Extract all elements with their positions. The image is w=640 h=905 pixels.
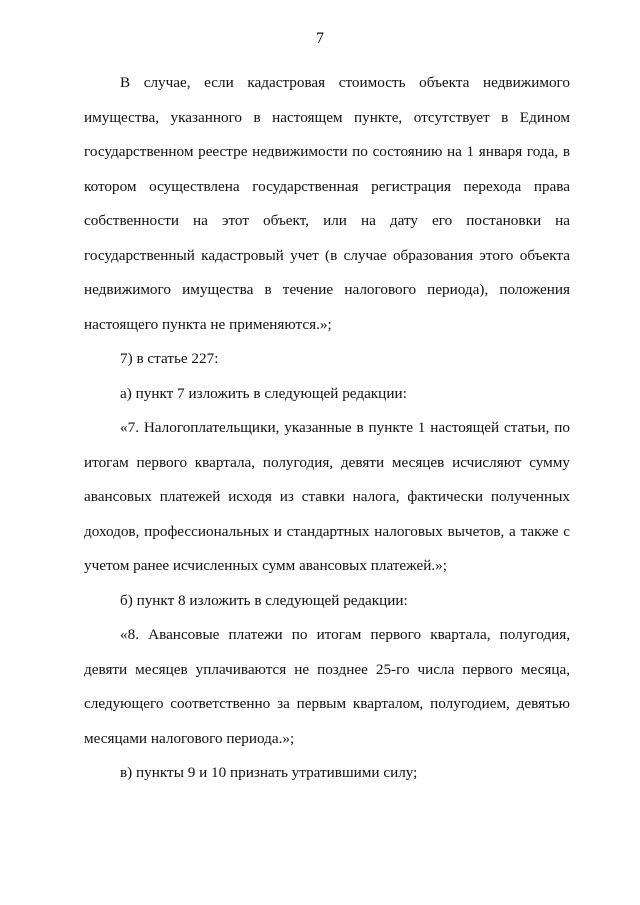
page-number: 7 <box>316 30 324 47</box>
paragraph-point-7: «7. Налогоплательщики, указанные в пункте 1 настоящей статьи, по итогам первого квартала, полугодия, девяти месяцев исчисляют сумму авансовых платежей исходя из ставки налога, фактически полученных доходов, профессиональных и стандартных налоговых вычетов, а также с учетом ранее исчисленных сумм авансовых платежей.»; <box>84 419 570 574</box>
paragraph-cadastral-clause: В случае, если кадастровая стоимость объекта недвижимого имущества, указанного в настоящем пункте, отсутствует в Едином государственном реестре недвижимости по состоянию на 1 января года, в котором осуществлена государственная регистрация перехода права собственности на этот объект, или на дату его постановки на государственный кадастровый учет (в случае образования этого объекта недвижимого имущества в течение налогового периода), положения настоящего пункта не применяются.»; <box>84 74 570 333</box>
paragraph-point-8: «8. Авансовые платежи по итогам первого квартала, полугодия, девяти месяцев уплачиваются не позднее 25-го числа первого месяца, следующего соответственно за первым кварталом, полугодием, девятью месяцами налогового периода.»; <box>84 626 570 747</box>
paragraph-subitem-a: а) пункт 7 изложить в следующей редакции: <box>120 384 407 402</box>
paragraph-subitem-v: в) пункты 9 и 10 признать утратившими силу; <box>120 764 418 781</box>
document-body <box>84 66 570 791</box>
paragraph-subitem-b: б) пункт 8 изложить в следующей редакции: <box>120 591 408 609</box>
paragraph-article-227: 7) в статье 227: <box>120 350 219 367</box>
